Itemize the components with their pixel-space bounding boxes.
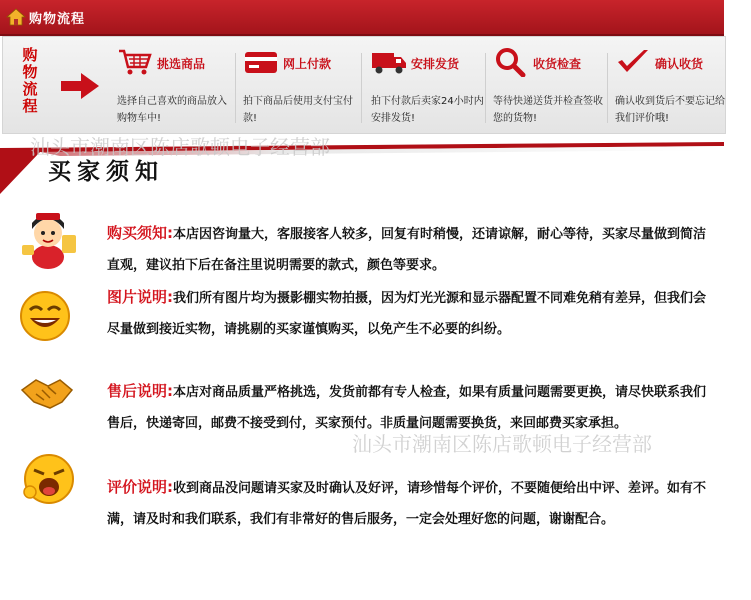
step-divider [607,53,608,123]
step-title: 安排发货 [411,57,460,71]
shopping-process-panel [2,36,726,134]
step-desc: 等待快递送货并检查签收您的货物! [493,96,603,124]
notice-item-after-sales [107,376,717,439]
process-step-3 [365,45,485,129]
notice-item-label: 购买须知: [107,224,173,242]
notice-item-label: 评价说明: [107,478,173,496]
notice-item-label: 图片说明: [107,288,173,306]
notice-item-text: 本店对商品质量严格挑选，发货前都有专人检查，如果有质量问题需要更换，请尽快联系我们售后，快递寄回，邮费不接受到付，买家预付。非质量问题需要换货，来回邮费买家承担。 [107,385,707,431]
delivery-truck-icon [371,47,407,77]
notice-item-text: 收到商品没问题请买家及时确认及好评，请珍惜每个评价，不要随便给出中评、差评。如有不满，请及时和我们联系，我们有非常好的售后服务，一定会处理好您的问题，谢谢配合。 [107,481,707,527]
home-icon [6,7,26,27]
process-step-1 [111,45,231,129]
process-step-2 [237,45,357,129]
payment-card-icon [243,47,279,77]
arrow-right-icon [61,73,99,99]
step-desc: 确认收到货后不要忘记给我们评价哦! [615,96,725,124]
checkmark-icon [615,47,651,77]
notice-item-purchase [107,218,717,281]
notice-item-text: 我们所有图片均为摄影棚实物拍摄，因为灯光光源和显示器配置不同难免稍有差异，但我们会尽量做到接近实物，请挑剔的买家谨慎购买，以免产生不必要的纠纷。 [107,291,707,337]
notice-item-images [107,282,717,345]
notice-item-text: 本店因咨询量大，客服接客人较多，回复有时稍慢，还请谅解，耐心等待，买家尽量做到简洁直观，建议拍下后在备注里说明需要的款式，颜色等要求。 [107,227,707,273]
step-title: 收货检查 [533,57,582,71]
mascot-icon [18,205,82,271]
watermark: 汕头市潮南区陈店歌顿电子经营部 [352,432,652,456]
shopping-cart-icon [117,47,153,77]
step-divider [485,53,486,123]
page-title: 购物流程 [29,12,86,27]
notice-item-review [107,472,717,535]
top-bar [0,0,724,36]
magnifier-icon [493,47,529,77]
process-step-5 [609,45,729,129]
cheer-icon [22,452,76,506]
step-divider [235,53,236,123]
watermark: 汕头市潮南区陈店歌顿电子经营部 [30,135,330,159]
process-label: 购物流程 [22,46,38,115]
step-desc: 选择自己喜欢的商品放入购物车中! [117,96,227,124]
notice-item-label: 售后说明: [107,382,173,400]
smiley-icon [18,290,72,342]
step-title: 挑选商品 [157,57,206,71]
step-desc: 拍下付款后卖家24小时内安排发货! [371,96,484,124]
step-divider [361,53,362,123]
process-step-4 [487,45,607,129]
step-title: 确认收货 [655,57,704,71]
step-desc: 拍下商品后使用支付宝付款! [243,96,353,124]
handshake-icon [20,372,74,412]
notice-title: 买家须知 [48,158,164,185]
step-title: 网上付款 [283,57,332,71]
